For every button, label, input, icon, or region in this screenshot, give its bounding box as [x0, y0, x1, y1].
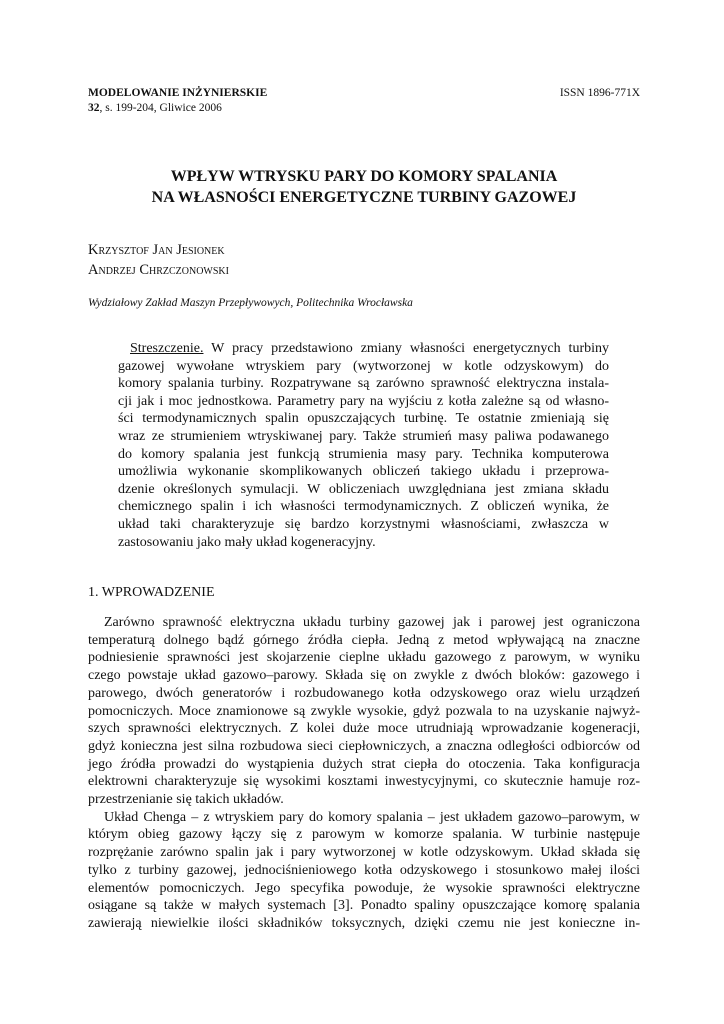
abstract-line: do komory spalania jest funkcją strumienia masy pary. Technika komputerowa	[118, 446, 609, 462]
affiliation: Wydziałowy Zakład Maszyn Przepływowych, Politechnika Wrocławska	[88, 297, 413, 309]
body-line: osiągane są także w małych systemach [3]. Ponadto spaliny opuszczające komorę spalania	[88, 898, 640, 914]
body-line: elektrowni charakteryzuje się wysokimi kosztami inwestycyjnymi, co skutecznie hamuje roz-	[88, 774, 640, 790]
body-line: parowego, dwóch generatorów i rozbudowanego kotła odzyskowego oraz wielu urządzeń	[88, 685, 640, 701]
abstract-line-1: W pracy przedstawiono zmiany własności energetycznych turbiny	[203, 341, 609, 356]
body-line: tylko z turbiny gazowej, jednociśnieniowego kotła odzyskowego i stosunkowo małej ilości	[88, 862, 640, 878]
body-line: podniesienie sprawności jest skojarzenie cieplne układu gazowego z parowym, w wyniku	[88, 650, 640, 666]
abstract	[118, 340, 609, 551]
body-line: czego powstaje układ gazowo–parowy. Składa się on zwykle z dwóch bloków: gazowego i	[88, 668, 640, 684]
abstract-label: Streszczenie.	[130, 341, 204, 356]
issn: ISSN 1896-771X	[559, 87, 640, 99]
abstract-line: chemicznego spalin i ich własności termodynamicznych. Z obliczeń wynika, że	[118, 499, 609, 515]
abstract-line: komory spalania turbiny. Rozpatrywane są zarówno sprawność elektryczna instala-	[118, 376, 609, 392]
body-line: rozprężanie zarówno spalin jak i pary wytworzonej w kotle odzyskowym. Układ składa się	[88, 845, 640, 861]
abstract-line: gazowej wywołane wtryskiem pary (wytworzonej w kotle odzyskowym) do	[118, 358, 609, 374]
volume-number: 32	[88, 102, 100, 114]
body-line: gdyż konieczna jest silna rozbudowa sieci ciepłowniczych, a znaczna odległości odbiorców od	[88, 738, 640, 754]
title-line-2: NA WŁASNOŚCI ENERGETYCZNE TURBINY GAZOWEJ	[151, 189, 577, 206]
body-line: elementów pomocniczych. Jego specyfika powoduje, że wysokie sprawności elektryczne	[88, 880, 640, 896]
abstract-line: umożliwia wykonanie skomplikowanych obliczeń takiego układu i przeprowa-	[118, 464, 609, 480]
body-line: którym obieg gazowy łączy się z parowym w komorze spalania. W turbinie następuje	[88, 827, 640, 843]
body-line: jego źródła prowadzi do wystąpienia dużych strat ciepła do otoczenia. Taka konfiguracja	[88, 756, 640, 772]
body-line: przestrzenianie się takich układów.	[88, 792, 284, 808]
volume-pages: , s. 199-204, Gliwice 2006	[99, 102, 222, 114]
paper-title	[88, 166, 640, 208]
abstract-line: zastosowaniu jako mały układ kogeneracyjny.	[118, 534, 376, 550]
abstract-line: dzenie określonych symulacji. W obliczeniach uwzględniana jest zmiana składu	[118, 481, 609, 497]
authors	[88, 240, 229, 280]
journal-name: MODELOWANIE INŻYNIERSKIE	[88, 87, 268, 99]
header-top-row	[88, 86, 640, 101]
author-1: Krzysztof Jan Jesionek	[88, 242, 225, 258]
title-line-1: WPŁYW WTRYSKU PARY DO KOMORY SPALANIA	[170, 168, 558, 185]
abstract-line: cji jak i moc jednostkowa. Parametry pary na wyjściu z kotła zależne są od własno-	[118, 393, 609, 409]
body-line: pomocniczych. Moce znamionowe są zwykle wysokie, gdyż pozwala to na uzyskanie najwyż-	[88, 703, 640, 719]
body-line: szych sprawności elektrycznych. Z kolei duże moce utrudniają wprowadzanie kogeneracji,	[88, 721, 640, 737]
journal-header	[88, 86, 640, 116]
body-line: Układ Chenga – z wtryskiem pary do komory spalania – jest układem gazowo–parowym, w	[104, 809, 640, 825]
body-line: zawierają niewielkie ilości składników toksycznych, dzięki czemu nie jest konieczne in-	[88, 915, 640, 931]
abstract-line: układ taki charakteryzuje się bardzo korzystnymi własnościami, zwłaszcza w	[118, 516, 609, 532]
volume-info	[88, 101, 640, 116]
abstract-line	[118, 340, 609, 358]
author-2: Andrzej Chrzczonowski	[88, 262, 229, 278]
body-text	[88, 614, 640, 933]
body-line: Zarówno sprawność elektryczna układu turbiny gazowej jak i parowej jest ograniczona	[104, 615, 640, 630]
body-line: temperaturą dolnego bądź górnego źródła ciepła. Jedną z metod wpływającą na znaczne	[88, 632, 640, 648]
section-heading: 1. WPROWADZENIE	[88, 585, 215, 600]
abstract-line: wraz ze strumieniem wtryskiwanej pary. Także strumień masy paliwa podawanego	[118, 428, 609, 444]
abstract-line: ści termodynamicznych spalin opuszczających turbinę. Te ostatnie zmieniają się	[118, 411, 609, 427]
